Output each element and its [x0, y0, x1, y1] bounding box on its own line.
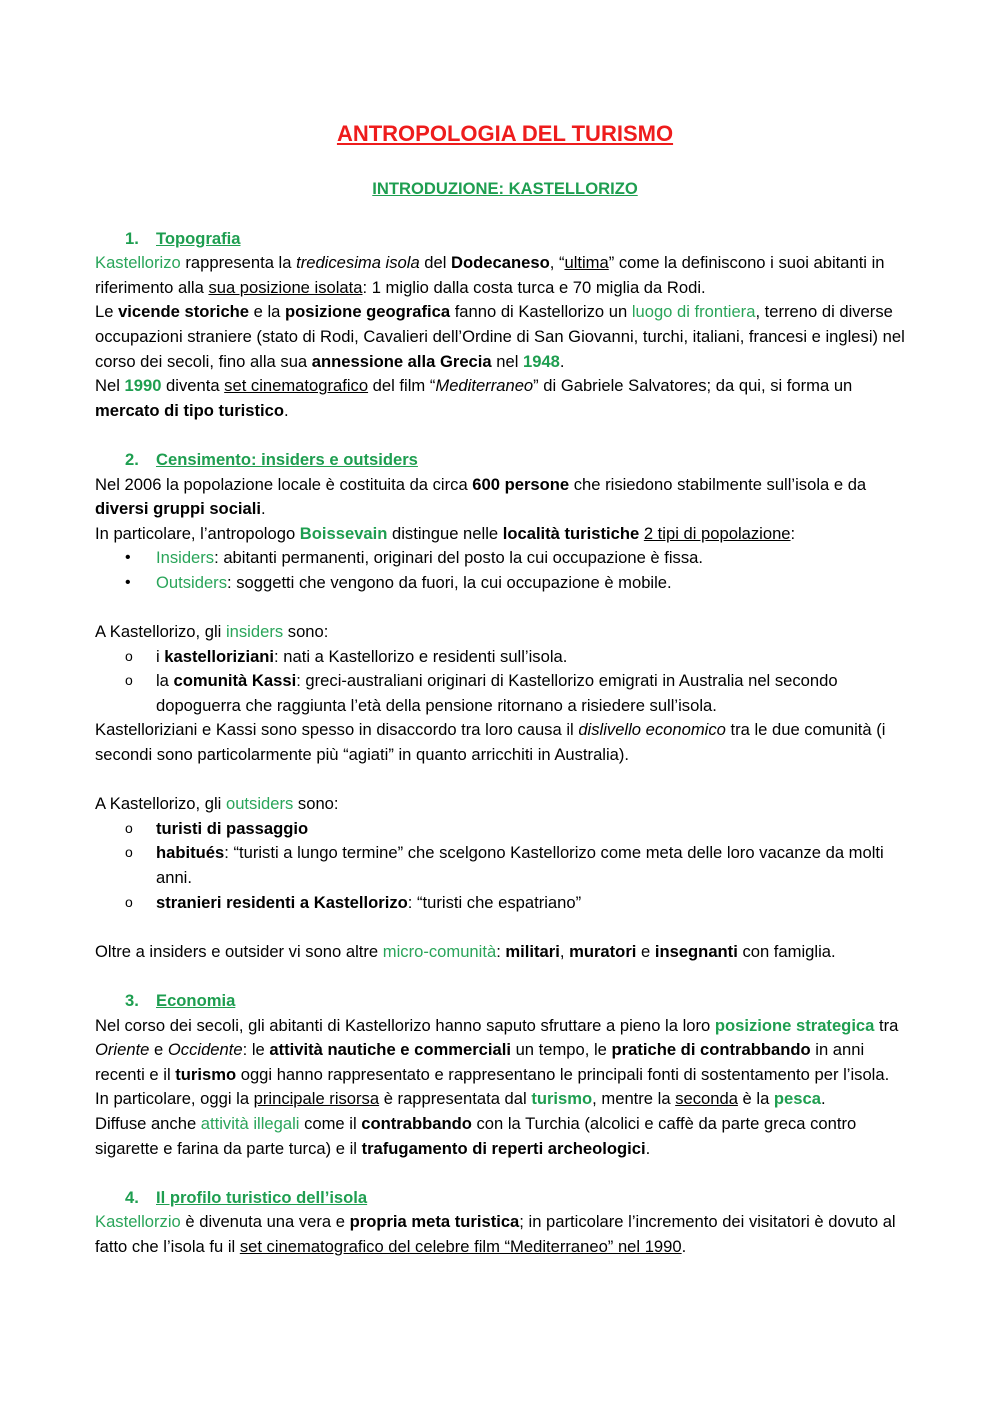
text-run: è la: [737, 1089, 774, 1109]
text-run: località turistiche: [502, 523, 640, 543]
text-run: : soggetti che vengono da fuori, la cui occupazione è mobile.: [227, 572, 672, 592]
text-run: come il: [299, 1113, 362, 1133]
text-run: seconda: [675, 1089, 738, 1109]
paragraph: [95, 374, 915, 423]
text-run: micro-comunità: [382, 941, 497, 961]
text-run: : “turisti a lungo termine” che scelgono Kastellorizo come meta delle loro vacanze da molti anni.: [156, 843, 884, 888]
text-run: stranieri residenti a Kastellorizo: [156, 892, 408, 912]
list-item: [95, 645, 915, 670]
text-run: i: [156, 646, 165, 666]
section-number: 3.: [125, 991, 139, 1010]
text-run: , terreno di diverse occupazioni straniere (stato di Rodi, Cavalieri dell’Ordine di San Giovanni, turchi, italiani, francesi e inglesi) nel corso dei secoli, fino alla sua: [95, 302, 905, 371]
sub-list: [95, 817, 915, 915]
text-run: è rappresentata dal: [379, 1089, 532, 1109]
text-run: : abitanti permanenti, originari del posto la cui occupazione è fissa.: [214, 548, 703, 568]
text-run: militari: [505, 941, 560, 961]
text-run: con la Turchia (alcolici e caffè da parte greca contro sigarette e farina da parte turca) e il: [95, 1113, 857, 1158]
text-run: .: [820, 1089, 826, 1109]
text-run: luogo di frontiera: [631, 302, 756, 322]
text-run: Le: [95, 302, 119, 322]
text-run: posizione geografica: [285, 302, 451, 322]
text-run: ” come la definiscono i suoi abitanti in riferimento alla: [95, 253, 885, 297]
text-run: A Kastellorizo, gli: [95, 622, 226, 642]
text-run: kastelloriziani: [164, 646, 275, 666]
text-run: distingue nelle: [387, 523, 503, 543]
section-heading-censimento: [95, 448, 915, 473]
text-run: Nel 2006 la popolazione locale è costituita da circa: [95, 474, 473, 494]
text-run: attività illegali: [200, 1113, 300, 1133]
text-run: del: [419, 253, 452, 273]
paragraph: [95, 1210, 915, 1259]
list-item: [95, 669, 915, 718]
text-run: habitués: [156, 843, 225, 863]
list-item: [95, 817, 915, 842]
text-run: Insiders: [156, 548, 215, 568]
text-run: insiders: [225, 622, 284, 642]
text-run: diventa: [161, 376, 225, 396]
section-number: 2.: [125, 449, 139, 469]
text-run: : le: [242, 1040, 270, 1060]
text-run: In particolare, oggi la: [95, 1089, 254, 1109]
text-run: Diffuse anche: [95, 1113, 201, 1133]
document-title: ANTROPOLOGIA DEL TURISMO: [336, 121, 674, 146]
section-heading-topografia: [95, 227, 915, 252]
text-run: posizione strategica: [714, 1015, 875, 1035]
text-run: ” di Gabriele Salvatores; da qui, si forma un: [533, 376, 853, 396]
paragraph: [95, 300, 915, 374]
list-item: [95, 571, 915, 596]
text-run: , “: [549, 253, 565, 273]
text-run: outsiders: [225, 794, 294, 814]
text-run: diversi gruppi sociali: [95, 499, 261, 519]
text-run: : nati a Kastellorizo e residenti sull’isola.: [274, 646, 568, 666]
text-run: ultima: [564, 253, 609, 273]
text-run: del film “: [368, 376, 436, 396]
paragraph: [95, 522, 915, 547]
text-run: pesca: [773, 1089, 821, 1109]
text-run: 1990: [124, 376, 162, 396]
spacer: [95, 768, 915, 793]
text-run: insegnanti: [654, 941, 738, 961]
document-page: [95, 118, 915, 1260]
text-run: con famiglia.: [737, 941, 836, 961]
list-item: [95, 546, 915, 571]
text-run: turismo: [175, 1064, 237, 1084]
paragraph: [95, 940, 915, 965]
text-run: ; in particolare l’incremento dei visitatori è dovuto al fatto che l’isola fu il: [95, 1212, 896, 1256]
text-run: : “turisti che espatriano”: [407, 892, 582, 912]
section-title: Censimento: insiders e outsiders: [156, 449, 418, 469]
section-heading-profilo-turistico: [95, 1186, 915, 1211]
text-run: rappresenta la: [180, 253, 297, 273]
text-run: e: [149, 1040, 168, 1060]
text-run: in anni recenti e il: [95, 1040, 865, 1084]
text-run: A Kastellorizo, gli: [95, 794, 226, 814]
spacer: [95, 596, 915, 621]
section-title: Il profilo turistico dell’isola: [156, 1187, 368, 1207]
text-run: propria meta turistica: [349, 1212, 520, 1232]
spacer: [95, 423, 915, 448]
text-run: Kastelloriziani e Kassi sono spesso in disaccordo tra loro causa il: [95, 720, 579, 740]
text-run: :: [496, 941, 506, 961]
text-run: Oltre a insiders e outsider vi sono altre: [95, 941, 383, 961]
text-run: comunità Kassi: [173, 671, 297, 691]
text-run: .: [261, 499, 266, 519]
text-run: tra le due comunità (i secondi sono particolarmente più “agiati” in quanto arricchiti in Australia).: [95, 720, 886, 765]
section-title: Economia: [156, 991, 236, 1010]
text-run: 2 tipi di popolazione: [643, 523, 791, 543]
text-run: Nel: [95, 376, 125, 396]
text-run: che risiedono stabilmente sull’isola e da: [569, 474, 867, 494]
text-run: 1948: [523, 351, 560, 371]
text-run: set cinematografico: [224, 376, 369, 396]
spacer: [95, 915, 915, 940]
text-run: e la: [249, 302, 286, 322]
text-run: .: [559, 351, 565, 371]
paragraph: [95, 718, 915, 767]
text-run: un tempo, le: [510, 1040, 612, 1060]
paragraph: [95, 792, 915, 817]
text-run: Boissevain: [299, 523, 388, 543]
text-run: Dodecaneso: [451, 253, 550, 273]
text-run: tra: [874, 1015, 899, 1035]
text-run: dislivello economico: [578, 720, 726, 740]
text-run: e: [636, 941, 655, 961]
text-run: .: [645, 1138, 651, 1158]
bullet-list: [95, 546, 915, 595]
document-subtitle: INTRODUZIONE: KASTELLORIZO: [372, 179, 638, 198]
text-run: Nel corso dei secoli, gli abitanti di Kastellorizo hanno saputo sfruttare a pieno la loro: [95, 1015, 715, 1035]
text-run: fanno di Kastellorizo un: [450, 302, 632, 322]
paragraph: [95, 251, 915, 300]
text-run: :: [790, 523, 796, 543]
sub-list: [95, 645, 915, 719]
text-run: pratiche di contrabbando: [611, 1040, 811, 1060]
text-run: sono:: [293, 794, 339, 814]
text-run: oggi hanno rappresentato e rappresentano le principali fonti di sostentamento per l’isola.: [236, 1064, 890, 1084]
paragraph: [95, 1112, 915, 1161]
text-run: nel: [491, 351, 523, 371]
list-item: [95, 891, 915, 916]
text-run: muratori: [569, 941, 637, 961]
text-run: , mentre la: [592, 1089, 676, 1109]
text-run: ,: [559, 941, 570, 961]
section-number: 4.: [125, 1187, 139, 1207]
text-run: turisti di passaggio: [156, 818, 309, 838]
text-run: 600 persone: [472, 474, 570, 494]
spacer: [95, 964, 915, 989]
section-number: 1.: [125, 228, 139, 248]
text-run: Occidente: [167, 1040, 243, 1060]
text-run: annessione alla Grecia: [311, 351, 492, 371]
paragraph: [95, 1087, 915, 1112]
text-run: attività nautiche e commerciali: [269, 1040, 511, 1060]
text-run: Kastellorzio: [95, 1212, 181, 1232]
text-run: Oriente: [95, 1040, 150, 1060]
paragraph: [95, 1014, 915, 1088]
section-heading-economia: [95, 989, 915, 1014]
paragraph: [95, 620, 915, 645]
text-run: Mediterraneo: [435, 376, 534, 396]
text-run: trafugamento di reperti archeologici: [361, 1138, 646, 1158]
text-run: Kastellorizo: [95, 253, 181, 273]
text-run: turismo: [531, 1089, 593, 1109]
text-run: mercato di tipo turistico: [95, 400, 285, 420]
text-run: Outsiders: [156, 572, 228, 592]
paragraph: [95, 473, 915, 522]
text-run: vicende storiche: [118, 302, 250, 322]
text-run: .: [284, 400, 289, 420]
text-run: la: [156, 671, 174, 691]
spacer: [95, 1161, 915, 1186]
text-run: set cinematografico del celebre film “Mediterraneo” nel 1990: [239, 1236, 682, 1256]
text-run: tredicesima isola: [296, 253, 420, 273]
text-run: è divenuta una vera e: [180, 1212, 350, 1232]
text-run: : 1 miglio dalla costa turca e 70 miglia da Rodi.: [362, 277, 706, 297]
text-run: .: [681, 1236, 687, 1256]
text-run: sua posizione isolata: [208, 277, 363, 297]
text-run: principale risorsa: [253, 1089, 380, 1109]
list-item: [95, 841, 915, 890]
text-run: In particolare, l’antropologo: [95, 523, 300, 543]
text-run: contrabbando: [361, 1113, 472, 1133]
text-run: sono:: [283, 622, 329, 642]
section-title: Topografia: [156, 228, 241, 248]
text-run: : greci-australiani originari di Kastellorizo emigrati in Australia nel secondo dopoguerra che raggiunta l’età della pensione ritornano a risiedere sull’isola.: [156, 671, 838, 715]
